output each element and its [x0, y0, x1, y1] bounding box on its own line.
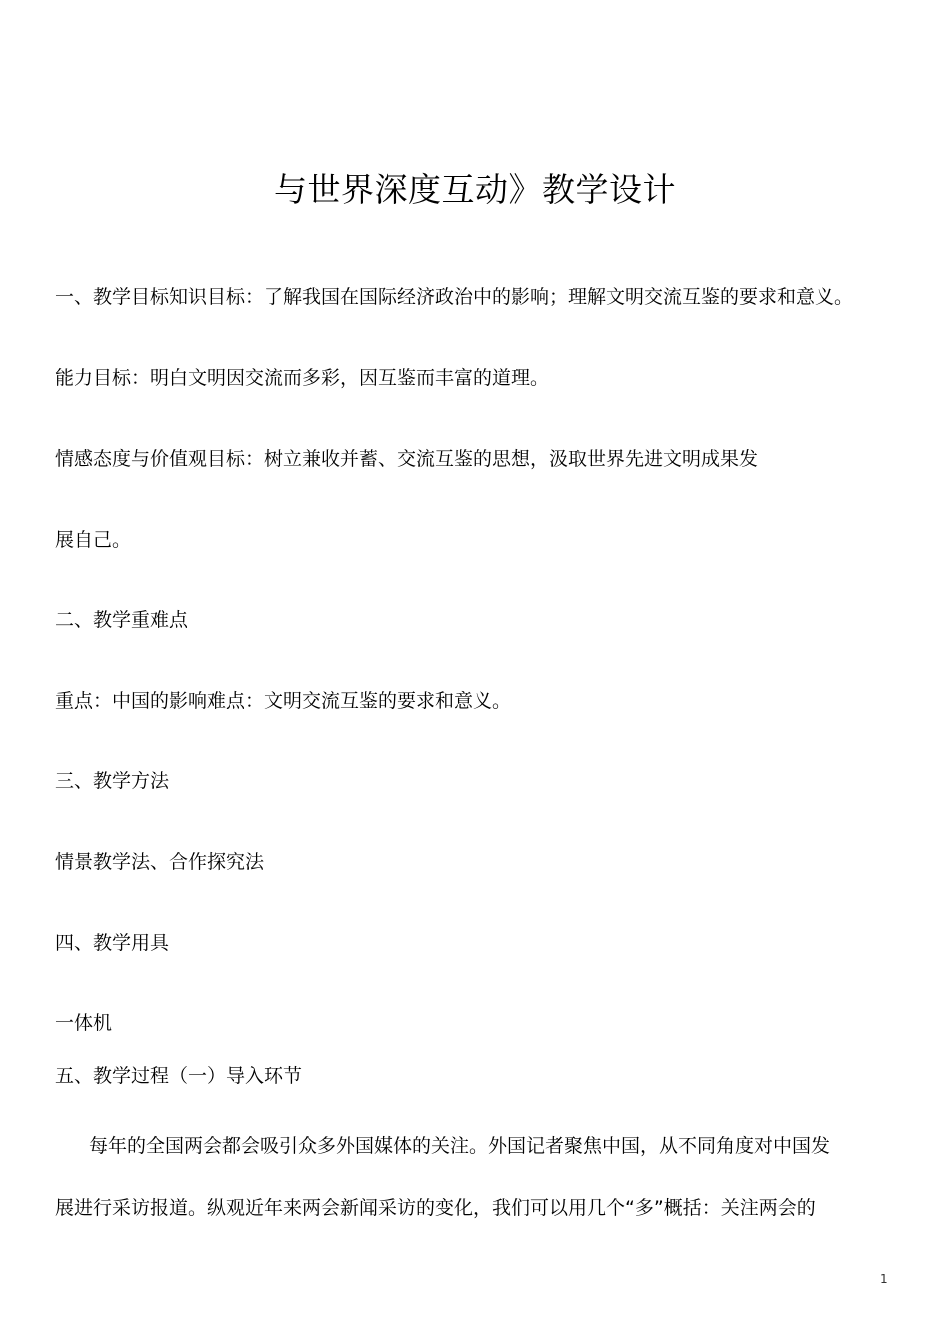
section-heading-key-points: 二、教学重难点	[55, 609, 189, 631]
page-number: 1	[880, 1272, 888, 1286]
tools-line: 一体机	[55, 1012, 113, 1034]
section-heading-tools: 四、教学用具	[55, 932, 170, 954]
key-points-line: 重点：中国的影响难点：文明交流互鉴的要求和意义。	[55, 690, 512, 712]
section-heading-methods: 三、教学方法	[55, 770, 170, 792]
objectives-values-line-continued: 展自己。	[55, 529, 132, 551]
section-heading-process: 五、教学过程（一）导入环节	[55, 1065, 303, 1087]
objectives-knowledge-line: 一、教学目标知识目标：了解我国在国际经济政治中的影响；理解文明交流互鉴的要求和意义。	[55, 286, 854, 308]
process-paragraph-line-2: 展进行采访报道。纵观近年来两会新闻采访的变化，我们可以用几个“多”概括：关注两会的	[55, 1197, 816, 1219]
objectives-values-line: 情感态度与价值观目标：树立兼收并蓄、交流互鉴的思想，汲取世界先进文明成果发	[55, 448, 759, 470]
objectives-ability-line: 能力目标：明白文明因交流而多彩，因互鉴而丰富的道理。	[55, 367, 550, 389]
methods-line: 情景教学法、合作探究法	[55, 851, 265, 873]
process-paragraph-line-1: 每年的全国两会都会吸引众多外国媒体的关注。外国记者聚焦中国，从不同角度对中国发	[89, 1135, 831, 1157]
page-title: 与世界深度互动》教学设计	[274, 170, 676, 209]
